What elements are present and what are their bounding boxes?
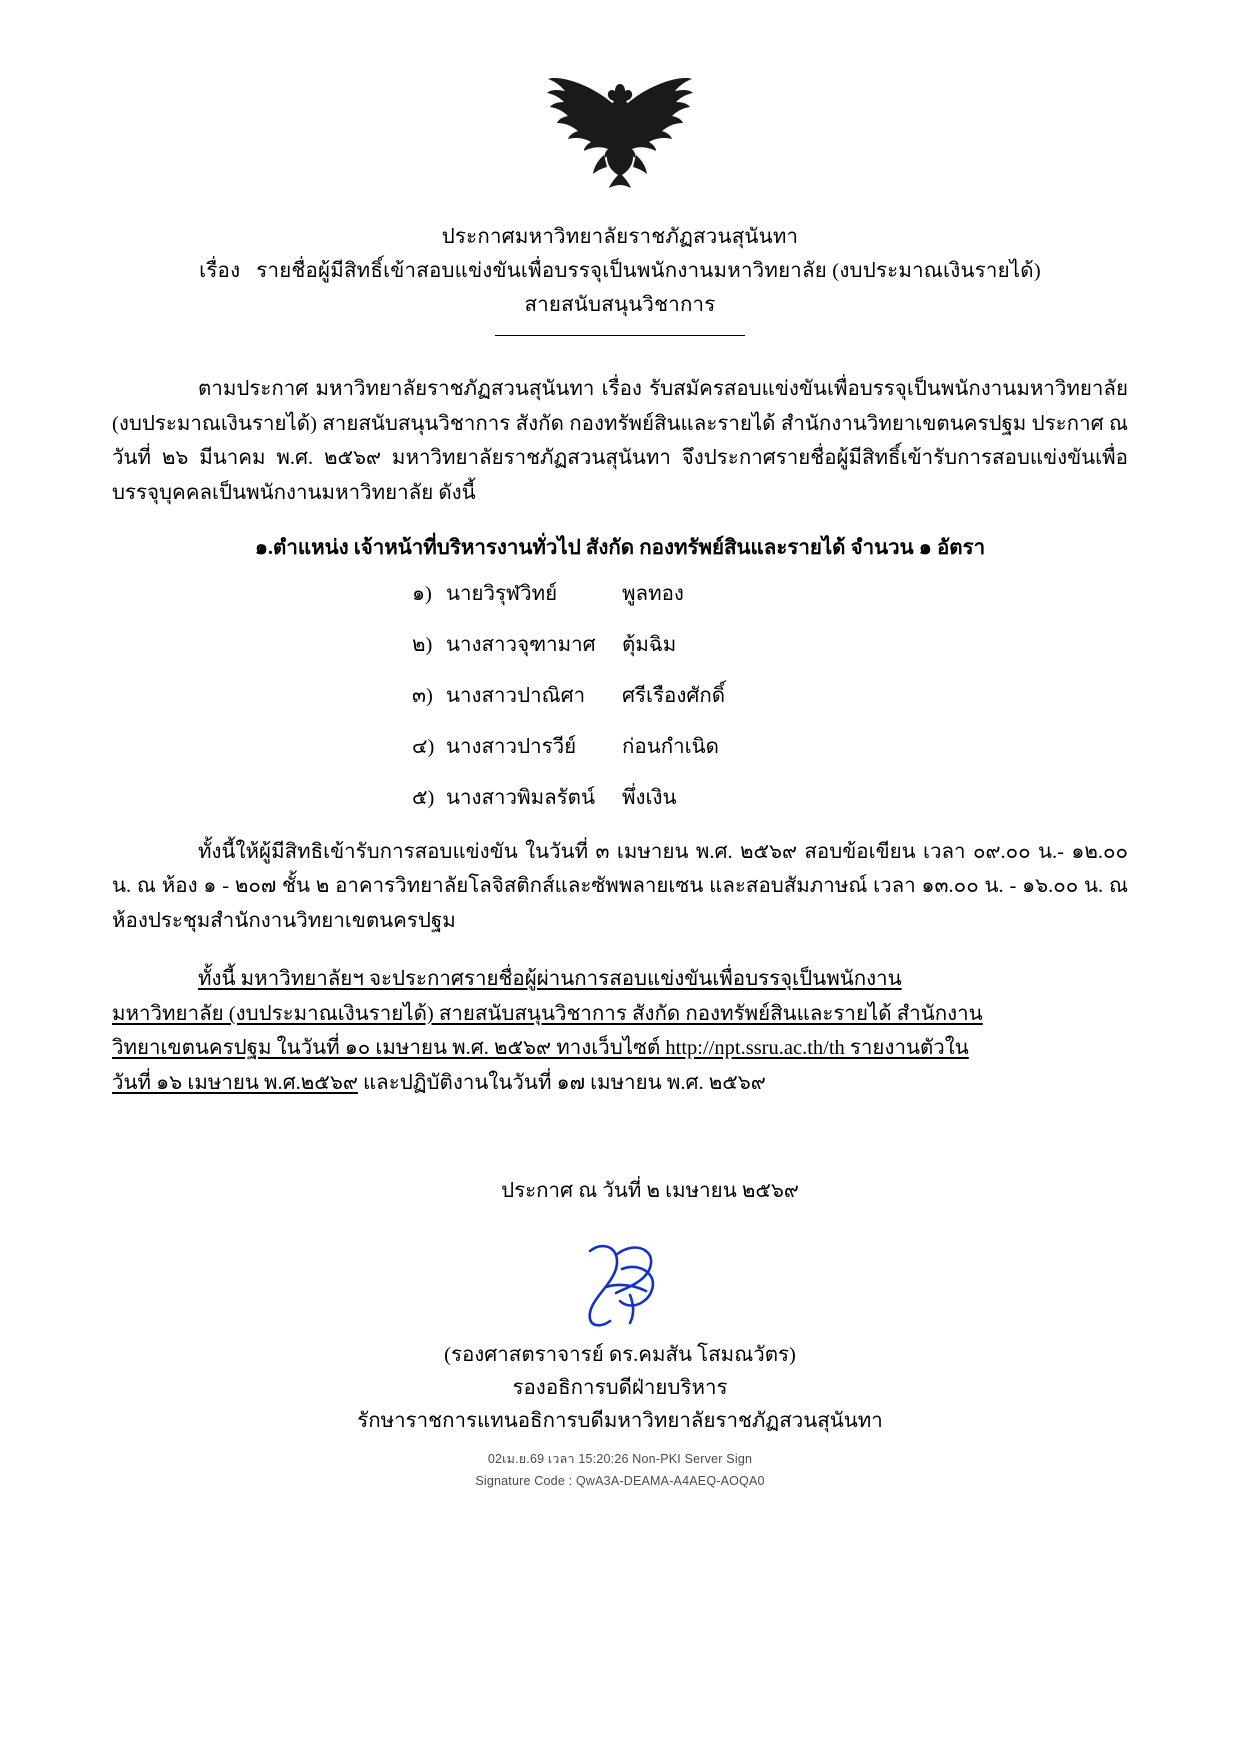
- estamp-signature-code: Signature Code : QwA3A-DEAMA-A4AEQ-AOQA0: [475, 1474, 765, 1488]
- candidate-number: ๑): [412, 583, 432, 605]
- list-item: [412, 731, 1128, 763]
- candidate-number: ๕): [412, 787, 435, 809]
- list-item: [412, 680, 1128, 712]
- candidate-first-name: นางสาวปาณิศา: [446, 685, 586, 707]
- candidate-last-name: พึ่งเงิน: [622, 787, 677, 809]
- horizontal-rule: [495, 334, 745, 336]
- candidate-last-name: พูลทอง: [622, 583, 684, 605]
- electronic-signature-stamp: [112, 1448, 1128, 1492]
- heading-subject-label: เรื่อง: [199, 260, 241, 282]
- announcement-date: ประกาศ ณ วันที่ ๒ เมษายน ๒๕๖๙: [501, 1180, 799, 1202]
- heading-line-3: สายสนับสนุนวิชาการ: [524, 294, 716, 316]
- garuda-emblem: [545, 62, 695, 202]
- list-item: [412, 578, 1128, 610]
- paragraph-three-line-1: ทั้งนี้ มหาวิทยาลัยฯ จะประกาศรายชื่อผู้ผ่านการสอบแข่งขันเพื่อบรรจุเป็นพนักงาน: [198, 968, 902, 990]
- candidate-number: ๒): [412, 634, 433, 656]
- paragraph-three-line-3: วิทยาเขตนครปฐม ในวันที่ ๑๐ เมษายน พ.ศ. ๒๕๖๙ ทางเว็บไซต์ http://npt.ssru.ac.th/th รายงานตัวใน: [112, 1037, 969, 1059]
- paragraph-three-line-4: วันที่ ๑๖ เมษายน พ.ศ.๒๕๖๙: [112, 1071, 358, 1094]
- signatory-name: (รองศาสตราจารย์ ดร.คมสัน โสมณวัตร): [444, 1344, 796, 1366]
- paragraph-two-container: [112, 835, 1128, 939]
- signature-container: [112, 1235, 1128, 1331]
- candidate-last-name: ศรีเรืองศักดิ์: [622, 685, 726, 707]
- candidate-number: ๓): [412, 685, 433, 707]
- paragraph-three-tail: และปฏิบัติงานในวันที่ ๑๗ เมษายน พ.ศ. ๒๕๖๙: [357, 1071, 766, 1094]
- heading-subject: [112, 254, 1128, 288]
- document-heading: [112, 220, 1128, 322]
- list-item: [412, 629, 1128, 661]
- heading-subject-text: รายชื่อผู้มีสิทธิ์เข้าสอบแข่งขันเพื่อบรรจุเป็นพนักงานมหาวิทยาลัย (งบประมาณเงินรายได้): [256, 260, 1041, 282]
- paragraph-one: [112, 372, 1128, 510]
- estamp-timestamp: 02เม.ย.69 เวลา 15:20:26 Non-PKI Server Sign: [487, 1452, 753, 1466]
- paragraph-one-container: [112, 372, 1128, 510]
- candidate-number: ๔): [412, 736, 435, 758]
- candidate-first-name: นายวิรุฬวิทย์: [446, 583, 558, 605]
- paragraph-three: [112, 962, 1128, 1100]
- heading-line-1: ประกาศมหาวิทยาลัยราชภัฏสวนสุนันทา: [441, 226, 799, 248]
- signatory-title-1: รองอธิการบดีฝ่ายบริหาร: [512, 1377, 728, 1399]
- paragraph-three-container: [112, 962, 1128, 1100]
- candidate-last-name: ตุ้มฉิม: [622, 634, 677, 656]
- list-item: [412, 782, 1128, 814]
- candidate-list: [112, 578, 1128, 814]
- position-heading: ๑.ตำแหน่ง เจ้าหน้าที่บริหารงานทั่วไป สังกัด กองทรัพย์สินและรายได้ จำนวน ๑ อัตรา: [254, 537, 986, 559]
- paragraph-three-line-2: มหาวิทยาลัย (งบประมาณเงินรายได้) สายสนับสนุนวิชาการ สังกัด กองทรัพย์สินและรายได้ สำนักงาน: [112, 1002, 983, 1025]
- emblem-container: [112, 0, 1128, 202]
- candidate-last-name: ก่อนกำเนิด: [622, 736, 719, 758]
- signatory-title-2: รักษาราชการแทนอธิการบดีมหาวิทยาลัยราชภัฏสวนสุนันทา: [357, 1410, 883, 1432]
- divider-container: [112, 334, 1128, 336]
- candidate-first-name: นางสาวพิมลรัตน์: [446, 787, 595, 809]
- paragraph-two: [112, 835, 1128, 939]
- paragraph-two-text: ทั้งนี้ให้ผู้มีสิทธิเข้ารับการสอบแข่งขัน ในวันที่ ๓ เมษายน พ.ศ. ๒๕๖๙ สอบข้อเขียน เวลา ๐๙.๐๐ น.- ๑๒.๐๐ น. ณ ห้อง ๑ - ๒๐๗ ชั้น ๒ อาคารวิทยาลัยโลจิสติกส์และซัพพลายเซน และสอบสัมภาษณ์ เวลา ๑๓.๐๐ น. - ๑๖.๐๐ น. ณ ห้องประชุมสำนักงานวิทยาเขตนครปฐม: [112, 840, 1128, 932]
- signature-block: [112, 1339, 1128, 1438]
- candidate-first-name: นางสาวจุฑามาศ: [446, 634, 596, 656]
- paragraph-one-text: ตามประกาศ มหาวิทยาลัยราชภัฏสวนสุนันทา เรื่อง รับสมัครสอบแข่งขันเพื่อบรรจุเป็นพนักงานมหาวิทยาลัย (งบประมาณเงินรายได้) สายสนับสนุนวิชาการ สังกัด กองทรัพย์สินและรายได้ สำนักงานวิทยาเขตนครปฐม ประกาศ ณ วันที่ ๒๖ มีนาคม พ.ศ. ๒๕๖๙ มหาวิทยาลัยราชภัฏสวนสุนันทา จึงประกาศรายชื่อผู้มีสิทธิ์เข้ารับการสอบแข่งขันเพื่อบรรจุบุคคลเป็นพนักงานมหาวิทยาลัย ดังนี้: [112, 378, 1128, 504]
- handwritten-signature: [560, 1235, 680, 1331]
- candidate-first-name: นางสาวปารวีย์: [446, 736, 577, 758]
